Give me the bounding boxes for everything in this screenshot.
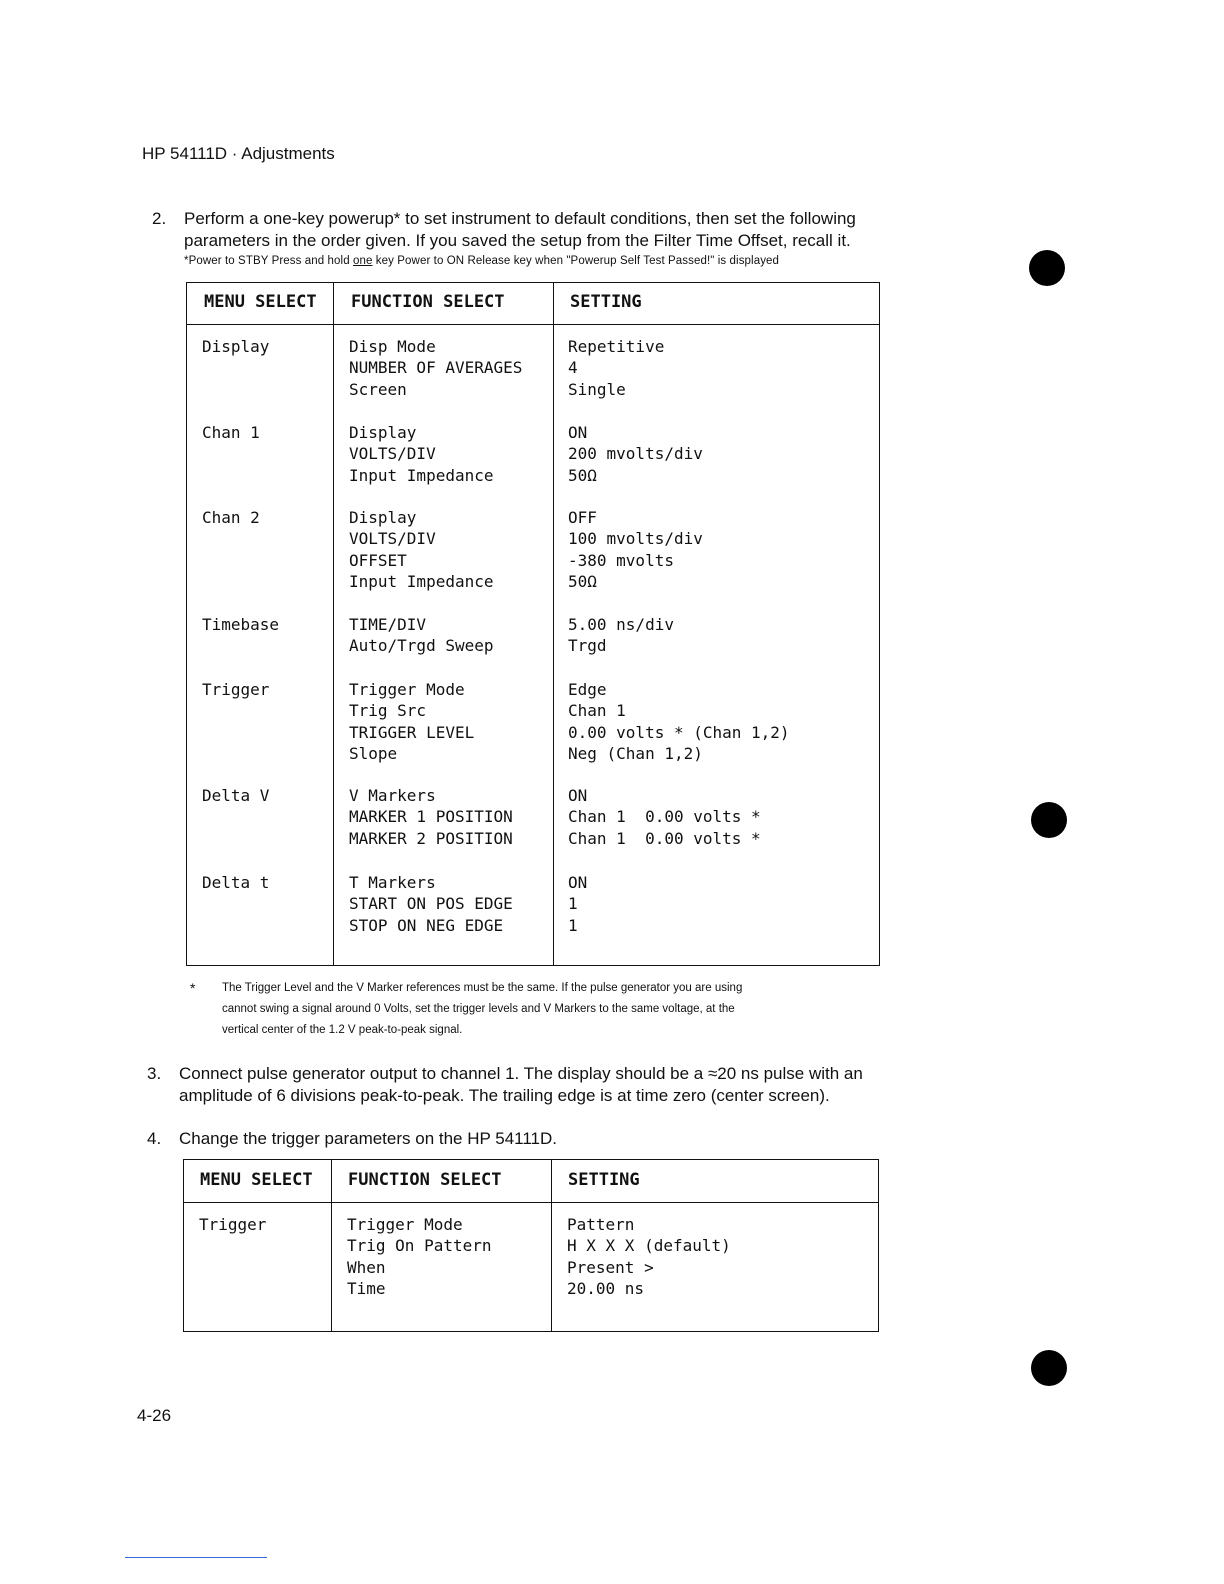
setting-cell: Repetitive 4 Single — [568, 337, 665, 399]
function-cell: V Markers MARKER 1 POSITION MARKER 2 POSITION — [349, 786, 513, 848]
footnote — [190, 978, 910, 1042]
powerup-note-text: key Power to ON Release key when "Powerup Self Test Passed!" is displayed — [372, 255, 780, 267]
setting-cell: ON 200 mvolts/div 50Ω — [568, 423, 703, 485]
header-function-select: FUNCTION SELECT — [351, 292, 505, 312]
function-cell: Display VOLTS/DIV OFFSET Input Impedance — [349, 508, 494, 592]
column-divider — [331, 1160, 332, 1331]
menu-cell: Display — [202, 337, 270, 356]
setting-cell: OFF 100 mvolts/div -380 mvolts 50Ω — [568, 508, 703, 592]
footnote-line: The Trigger Level and the V Marker references must be the same. If the pulse generator you are using — [222, 982, 743, 994]
column-divider — [553, 283, 554, 965]
binder-hole-mark — [1031, 1350, 1067, 1386]
step-number: 3. — [147, 1064, 162, 1083]
powerup-note — [184, 255, 779, 267]
step-text-line: Perform a one-key powerup* to set instrument to default conditions, then set the following — [184, 209, 856, 228]
powerup-note-underlined: one — [353, 255, 373, 267]
menu-cell: Delta t — [202, 873, 270, 892]
function-cell: Trigger Mode Trig Src TRIGGER LEVEL Slope — [349, 680, 475, 764]
settings-table-2 — [183, 1159, 879, 1332]
setting-cell: Pattern H X X X (default) Present > 20.00 ns — [567, 1215, 731, 1299]
setting-cell: Edge Chan 1 0.00 volts * (Chan 1,2) Neg (Chan 1,2) — [568, 680, 790, 764]
function-cell: T Markers START ON POS EDGE STOP ON NEG EDGE — [349, 873, 513, 935]
footnote-line: cannot swing a signal around 0 Volts, set the trigger levels and V Markers to the same voltage, at the — [222, 1003, 735, 1015]
step-4 — [147, 1128, 967, 1150]
scan-edge-line — [125, 1557, 267, 1558]
menu-cell: Trigger — [199, 1215, 267, 1234]
column-divider — [551, 1160, 552, 1331]
step-3 — [147, 1063, 967, 1107]
step-number: 4. — [147, 1129, 162, 1148]
header-menu-select: MENU SELECT — [200, 1170, 313, 1190]
column-divider — [333, 283, 334, 965]
header-divider — [184, 1202, 878, 1203]
function-cell: Display VOLTS/DIV Input Impedance — [349, 423, 494, 485]
header-function-select: FUNCTION SELECT — [348, 1170, 502, 1190]
function-cell: Trigger Mode Trig On Pattern When Time — [347, 1215, 492, 1299]
menu-cell: Timebase — [202, 615, 280, 634]
function-cell: TIME/DIV Auto/Trgd Sweep — [349, 615, 494, 656]
binder-hole-mark — [1031, 802, 1067, 838]
menu-cell: Delta V — [202, 786, 270, 805]
footnote-line: vertical center of the 1.2 V peak-to-peak signal. — [222, 1024, 463, 1036]
header-menu-select: MENU SELECT — [204, 292, 317, 312]
step-text-line: Connect pulse generator output to channel 1. The display should be a ≈20 ns pulse with an — [179, 1064, 863, 1083]
binder-hole-mark — [1029, 250, 1065, 286]
menu-cell: Chan 1 — [202, 423, 260, 442]
step-text-line: parameters in the order given. If you saved the setup from the Filter Time Offset, recall it. — [184, 231, 851, 250]
powerup-note-text: *Power to STBY Press and hold — [184, 255, 353, 267]
header-setting: SETTING — [570, 292, 642, 312]
setting-cell: ON 1 1 — [568, 873, 588, 935]
menu-cell: Chan 2 — [202, 508, 260, 527]
header-setting: SETTING — [568, 1170, 640, 1190]
menu-cell: Trigger — [202, 680, 270, 699]
settings-table-1 — [186, 282, 880, 966]
footnote-marker: * — [190, 980, 196, 996]
page-number: 4-26 — [137, 1406, 172, 1425]
step-text-line: Change the trigger parameters on the HP 54111D. — [179, 1129, 558, 1148]
header-divider — [187, 324, 879, 325]
setting-cell: ON Chan 1 0.00 volts * Chan 1 0.00 volts * — [568, 786, 761, 848]
step-number: 2. — [152, 209, 167, 228]
function-cell: Disp Mode NUMBER OF AVERAGES Screen — [349, 337, 523, 399]
step-text-line: amplitude of 6 divisions peak-to-peak. The trailing edge is at time zero (center screen). — [179, 1086, 830, 1105]
step-2 — [152, 208, 972, 252]
running-header: HP 54111D · Adjustments — [142, 144, 335, 163]
setting-cell: 5.00 ns/div Trgd — [568, 615, 674, 656]
